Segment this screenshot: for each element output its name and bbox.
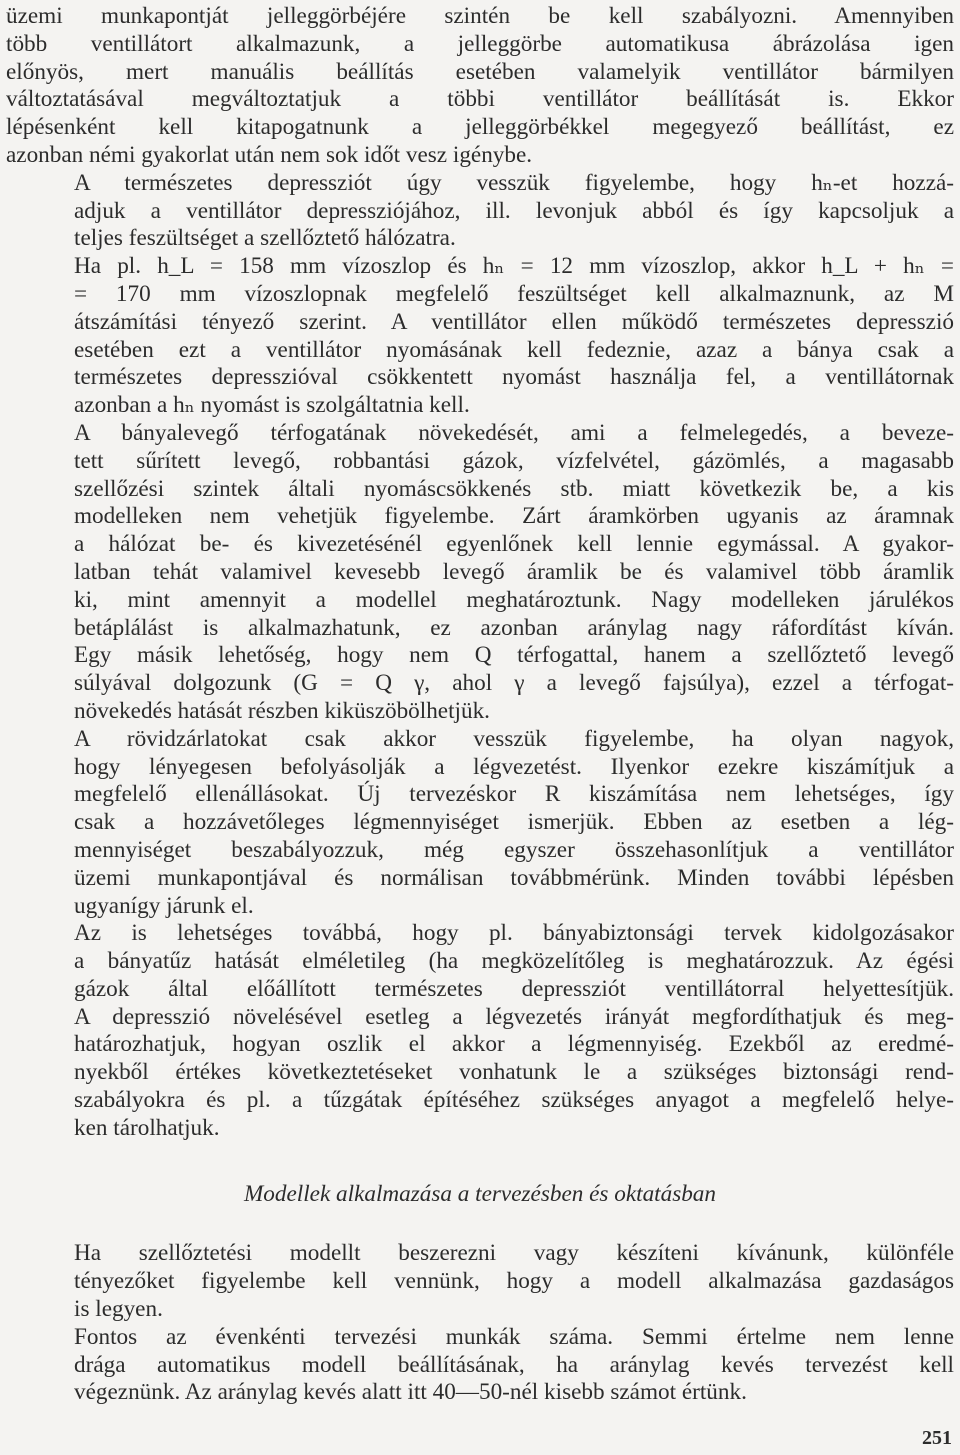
text-line: tett sűrített levegő, robbantási gázok, vízfelvétel, gázömlés, a magasabb <box>74 447 954 474</box>
body-text <box>6 3 954 1143</box>
text-line: nyekből értékes következtetéseket vonhatunk le a szükséges biztonsági rend- <box>74 1059 954 1086</box>
text-line: végeznünk. Az aránylag kevés alatt itt 40—50-nél kisebb számot értünk. <box>74 1379 747 1406</box>
text-line: azonban némi gyakorlat után nem sok időt vesz igénybe. <box>6 141 533 168</box>
text-line: megfelelő ellenállásokat. Új tervezéskor R kiszámítása nem lehetséges, így <box>74 781 954 808</box>
text-line: gázok által előállított természetes depressziót ventillátorral helyettesítjük. <box>74 975 954 1002</box>
section-text <box>6 1240 954 1407</box>
text-line: üzemi munkapontját jelleggörbéjére szintén be kell szabályozni. Amennyiben <box>6 3 954 29</box>
text-line: ugyanígy járunk el. <box>74 892 254 919</box>
text-line: A rövidzárlatokat csak akkor vesszük figyelembe, ha olyan nagyok, <box>74 725 954 752</box>
text-line: természetes depresszióval csökkentett nyomást használja fel, a ventillátornak <box>74 364 954 391</box>
text-line: teljes feszültséget a szellőztető hálózatra. <box>74 225 456 252</box>
section-heading: Modellek alkalmazása a tervezésben és oktatásban <box>243 1180 716 1207</box>
text-line: ki, mint amennyit a modellel meghatároztunk. Nagy modelleken járulékos <box>74 586 954 613</box>
text-line: A bányalevegő térfogatának növekedését, ami a felmelegedés, a beveze- <box>74 419 954 446</box>
paragraph-s2 <box>6 1324 954 1407</box>
text-line: Fontos az évenkénti tervezési munkák száma. Semmi értelme nem lenne <box>74 1323 954 1350</box>
text-line: adjuk a ventillátor depressziójához, ill. levonjuk abból és így kapcsoljuk a <box>74 197 954 224</box>
text-line: ken tárolhatjuk. <box>74 1114 220 1141</box>
text-line: Egy másik lehetőség, hogy nem Q térfogattal, hanem a szellőztető levegő <box>74 642 954 669</box>
text-line: Az is lehetséges továbbá, hogy pl. bányabiztonsági tervek kidolgozásakor <box>74 920 954 947</box>
text-line: drága automatikus modell beállításának, ha aránylag kevés tervezést kell <box>74 1351 954 1378</box>
text-line: mennyiséget beszabályozzuk, még egyszer összehasonlítjuk a ventillátor <box>74 836 954 863</box>
text-line: növekedés hatását részben kiküszöbölhetjük. <box>74 697 490 724</box>
text-line: szabályokra és pl. a tűzgátak építéséhez szükséges anyagot a megfelelő helye- <box>74 1087 954 1114</box>
text-line: a hálózat be- és kivezetésénél egyenlőnek kell lennie egymással. A gyakor- <box>74 531 954 558</box>
paragraph-p5 <box>6 726 954 921</box>
paragraph-p3 <box>6 253 954 420</box>
text-line: előnyös, mert manuális beállítás esetében valamelyik ventillátor bármilyen <box>6 58 954 85</box>
paragraph-s1 <box>6 1240 954 1323</box>
text-line: is legyen. <box>74 1296 163 1323</box>
text-line: változtatásával megváltoztatjuk a többi ventillátor beállítását is. Ekkor <box>6 86 954 113</box>
text-line: esetében ezt a ventillátor nyomásának kell fedeznie, azaz a bánya csak a <box>74 336 954 363</box>
paragraph-p6 <box>6 920 954 1142</box>
text-line: határozhatjuk, hogyan oszlik el akkor a légmennyiség. Ezekből az eredmé- <box>74 1031 954 1058</box>
text-line: csak a hozzávetőleges légmennyiséget ismerjük. Ebben az esetben a lég- <box>74 809 954 836</box>
text-line: tényezőket figyelembe kell vennünk, hogy a modell alkalmazása gazdaságos <box>74 1268 954 1295</box>
text-line: hogy lényegesen befolyásolják a légvezetést. Ilyenkor ezekre kiszámítjuk a <box>74 753 954 780</box>
text-line: több ventillátort alkalmazunk, a jelleggörbe automatikusa ábrázolása igen <box>6 30 954 57</box>
text-line: a bányatűz hatását elméletileg (ha megközelítőleg is meghatározzuk. Az égési <box>74 948 954 975</box>
text-line: lépésenként kell kitapogatnunk a jelleggörbékkel megegyező beállítást, ez <box>6 114 954 141</box>
text-line: szellőzési szintek általi nyomáscsökkenés stb. miatt következik be, a kis <box>74 475 954 502</box>
text-line: A természetes depressziót úgy vesszük figyelembe, hogy hₙ-et hozzá- <box>74 169 954 196</box>
text-line: üzemi munkapontjával és normálisan továbbmérünk. Minden további lépésben <box>74 864 954 891</box>
text-line: betáplálást is alkalmazhatunk, ez azonban aránylag nagy ráfordítást kíván. <box>74 614 954 641</box>
text-line: Ha szellőztetési modellt beszerezni vagy készíteni kívánunk, különféle <box>74 1240 954 1267</box>
paragraph-p1 <box>6 3 954 170</box>
paragraph-p4 <box>6 420 954 726</box>
text-line: = 170 mm vízoszlopnak megfelelő feszültséget kell alkalmaznunk, az M <box>74 280 954 307</box>
page-number: 251 <box>922 1427 952 1449</box>
text-line: súlyával dolgozunk (G = Q γ, ahol γ a levegő fajsúlya), ezzel a térfogat- <box>74 670 954 697</box>
text-line: modelleken nem vehetjük figyelembe. Zárt áramkörben ugyanis az áramnak <box>74 503 954 530</box>
text-line: átszámítási tényező szerint. A ventillátor ellen működő természetes depresszió <box>74 308 954 335</box>
text-line: latban tehát valamivel kevesebb levegő áramlik be és valamivel több áramlik <box>74 558 954 585</box>
text-line: A depresszió növelésével esetleg a légvezetés irányát megfordíthatjuk és meg- <box>74 1003 954 1030</box>
text-line: Ha pl. h_L = 158 mm vízoszlop és hₙ = 12 mm vízoszlop, akkor h_L + hₙ = <box>74 253 954 280</box>
text-line: azonban a hₙ nyomást is szolgáltatnia kell. <box>74 392 470 419</box>
paragraph-p2 <box>6 170 954 253</box>
